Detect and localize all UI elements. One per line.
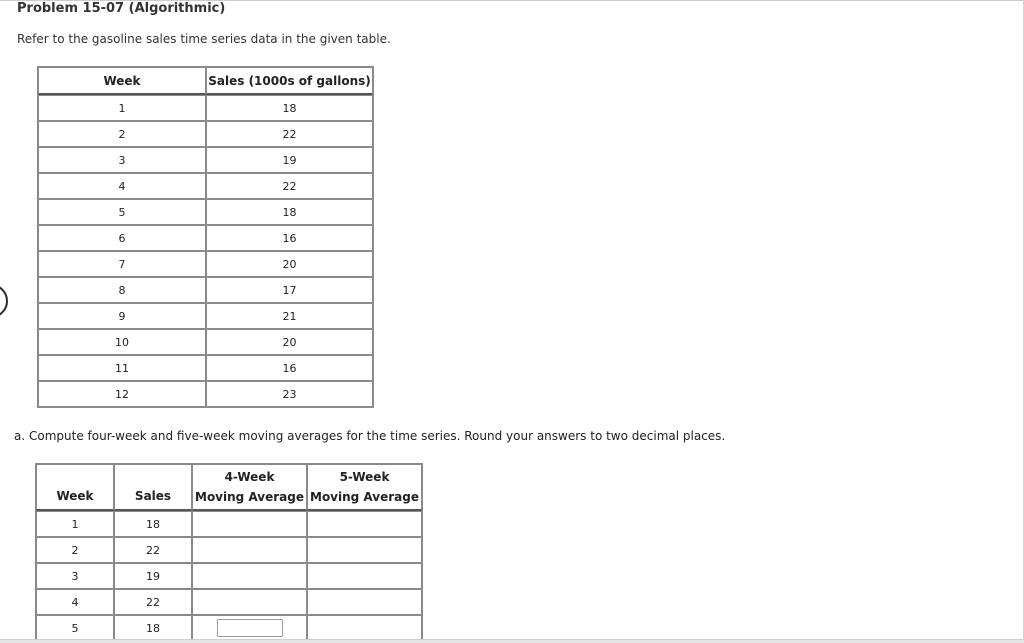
moving-average-table: [35, 463, 423, 642]
table-row: [36, 511, 422, 537]
sales-cell: 19: [206, 147, 373, 173]
sales-cell: 16: [206, 225, 373, 251]
table-row: [38, 355, 373, 381]
five-week-header-line1: 5-Week: [339, 470, 390, 484]
table-row: [38, 277, 373, 303]
four-week-header-line1: 4-Week: [224, 470, 275, 484]
sales-cell: 20: [206, 251, 373, 277]
table-row: [38, 381, 373, 407]
sales-cell: 21: [206, 303, 373, 329]
week-cell: 1: [36, 511, 114, 537]
five-week-header-line2: Moving Average: [310, 490, 419, 504]
week-cell: 2: [36, 537, 114, 563]
table-row: [38, 121, 373, 147]
sales-column-header: Sales (1000s of gallons): [206, 67, 373, 95]
table-row: [36, 563, 422, 589]
sales-cell: 23: [206, 381, 373, 407]
five-week-ma-cell: [307, 563, 422, 589]
week-cell: 10: [38, 329, 206, 355]
four-week-ma-input-week-5[interactable]: [217, 619, 283, 637]
week-cell: 7: [38, 251, 206, 277]
table-header-row: [36, 464, 422, 511]
table-row: [36, 537, 422, 563]
week-cell: 8: [38, 277, 206, 303]
week-cell: 1: [38, 95, 206, 121]
sales-cell: 18: [206, 199, 373, 225]
five-week-ma-column-header: [307, 464, 422, 511]
week-cell: 5: [36, 615, 114, 641]
five-week-ma-cell: [307, 511, 422, 537]
table-row: [38, 199, 373, 225]
week-cell: 2: [38, 121, 206, 147]
sales-cell: 19: [114, 563, 192, 589]
four-week-header-line2: Moving Average: [195, 490, 304, 504]
problem-intro: Refer to the gasoline sales time series data in the given table.: [17, 32, 391, 46]
sales-cell: 22: [206, 173, 373, 199]
sales-column-header: Sales: [114, 464, 192, 511]
week-cell: 4: [38, 173, 206, 199]
table-header-row: [38, 67, 373, 95]
sales-cell: 20: [206, 329, 373, 355]
table-row: [38, 147, 373, 173]
four-week-ma-cell: [192, 511, 307, 537]
table-row: [38, 173, 373, 199]
part-a-prompt: a. Compute four-week and five-week moving averages for the time series. Round your answers to two decimal places.: [14, 429, 726, 443]
table-row: [38, 303, 373, 329]
collapse-handle-icon[interactable]: [0, 284, 8, 318]
sales-cell: 18: [114, 511, 192, 537]
sales-cell: 16: [206, 355, 373, 381]
sales-cell: 22: [114, 537, 192, 563]
sales-cell: 22: [206, 121, 373, 147]
sales-cell: 18: [206, 95, 373, 121]
table-row: [38, 95, 373, 121]
problem-title: Problem 15-07 (Algorithmic): [17, 1, 226, 16]
week-cell: 4: [36, 589, 114, 615]
table-row: [36, 615, 422, 641]
five-week-ma-cell: [307, 615, 422, 641]
table-row: [38, 329, 373, 355]
sales-cell: 22: [114, 589, 192, 615]
five-week-ma-cell: [307, 589, 422, 615]
four-week-ma-input-cell: [192, 615, 307, 641]
week-cell: 6: [38, 225, 206, 251]
week-column-header: Week: [36, 464, 114, 511]
five-week-ma-cell: [307, 537, 422, 563]
week-cell: 11: [38, 355, 206, 381]
table-row: [36, 589, 422, 615]
week-column-header: Week: [38, 67, 206, 95]
sales-cell: 17: [206, 277, 373, 303]
week-cell: 9: [38, 303, 206, 329]
week-cell: 3: [36, 563, 114, 589]
week-cell: 3: [38, 147, 206, 173]
four-week-ma-cell: [192, 589, 307, 615]
week-cell: 12: [38, 381, 206, 407]
four-week-ma-cell: [192, 563, 307, 589]
sales-cell: 18: [114, 615, 192, 641]
sales-data-table: [37, 66, 374, 408]
table-row: [38, 225, 373, 251]
four-week-ma-column-header: [192, 464, 307, 511]
four-week-ma-cell: [192, 537, 307, 563]
bottom-divider: [0, 639, 1024, 643]
table-row: [38, 251, 373, 277]
week-cell: 5: [38, 199, 206, 225]
